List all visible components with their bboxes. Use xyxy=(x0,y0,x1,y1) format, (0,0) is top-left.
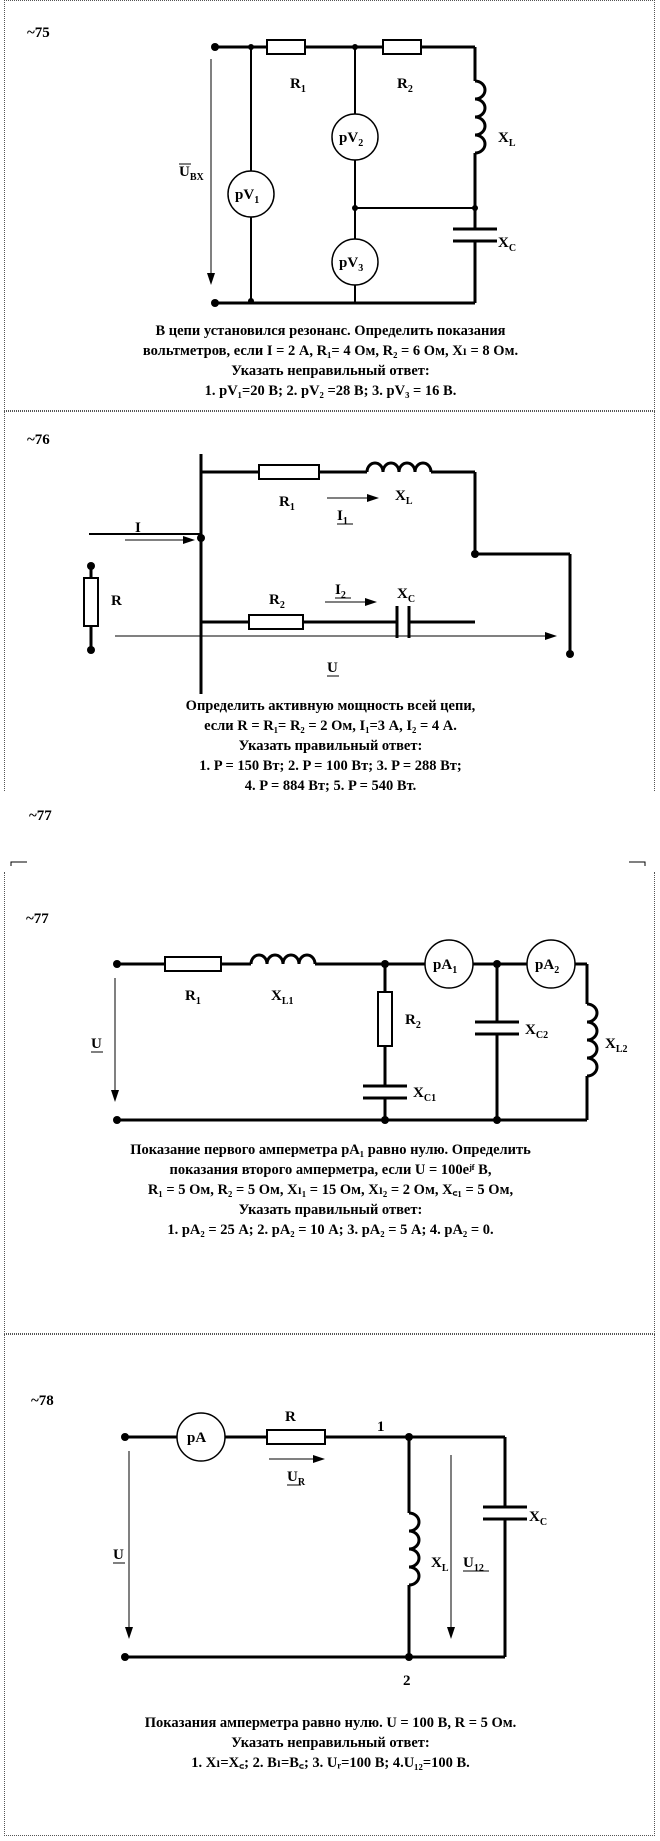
problem-number: ~75 xyxy=(27,25,50,41)
svg-text:XL: $X_L$ xyxy=(498,130,516,149)
svg-text:~77: ~77 xyxy=(29,808,52,824)
svg-text:UR: $U_R$ xyxy=(287,1469,306,1488)
svg-text:XC: $X_C$ xyxy=(529,1509,548,1528)
inductor-xl2 xyxy=(587,1004,597,1076)
svg-text:I: I xyxy=(135,520,141,536)
svg-text:UBX: $U_{BX}$ xyxy=(179,164,204,183)
svg-text:pV2: $pV_2$ xyxy=(339,130,364,149)
problem-77-panel xyxy=(4,808,655,1334)
svg-text:R1: $R_1$ xyxy=(279,494,295,513)
svg-text:I1: $I_1$ xyxy=(337,508,348,527)
svg-text:pA: pA xyxy=(187,1430,207,1446)
svg-text:U: U xyxy=(327,660,338,676)
svg-text:~76: ~76 xyxy=(27,432,50,448)
svg-text:2: 2 xyxy=(403,1673,411,1689)
svg-text:XC1: $X_{C1}$ xyxy=(413,1085,437,1104)
svg-text:1: 1 xyxy=(377,1419,385,1435)
circuit-77 xyxy=(5,808,656,1334)
svg-text:U: U xyxy=(91,1036,102,1052)
inductor-xl xyxy=(409,1513,419,1585)
svg-text:U: U xyxy=(113,1547,124,1563)
problem-76-panel xyxy=(4,411,655,794)
resistor-r1 xyxy=(267,40,305,54)
svg-text:~78: ~78 xyxy=(31,1393,54,1409)
svg-text:pV1: $pV_1$ xyxy=(235,187,260,206)
svg-text:XL1: $X_{L1}$ xyxy=(271,988,294,1007)
svg-text:R1: $R_1$ xyxy=(185,988,201,1007)
inductor-xl1 xyxy=(251,955,315,964)
svg-text:U12: $U_{12}$ xyxy=(463,1555,484,1574)
svg-text:XC: $X_C$ xyxy=(397,586,416,605)
svg-text:pV3: $pV_3$ xyxy=(339,255,364,274)
svg-text:R2: $R_2$ xyxy=(397,76,413,95)
svg-text:R: R xyxy=(111,593,122,609)
inductor-xl xyxy=(367,463,431,472)
svg-text:XL: $X_L$ xyxy=(395,488,413,507)
svg-text:I2: $I_2$ xyxy=(335,582,346,601)
resistor-r1 xyxy=(259,465,319,479)
svg-text:XL: $X_L$ xyxy=(431,1555,449,1574)
problem-75-panel xyxy=(4,0,655,411)
svg-text:R1: $R_1$ xyxy=(290,76,306,95)
resistor-r2 xyxy=(249,615,303,629)
svg-text:pA1: $pA_1$ xyxy=(433,957,458,976)
svg-text:XC2: $X_{C2}$ xyxy=(525,1022,549,1041)
resistor-r1 xyxy=(165,957,221,971)
svg-text:XL2: $X_{L2}$ xyxy=(605,1036,628,1055)
svg-text:R: R xyxy=(285,1409,296,1425)
problem-77-number: ~77 xyxy=(26,911,49,927)
resistor-r2 xyxy=(383,40,421,54)
svg-text:XC: $X_C$ xyxy=(498,235,517,254)
resistor-r xyxy=(267,1430,325,1444)
question-text-75: В цепи установился резонанс. Определить показания вольтметров, если I = 2 А, R₁= 4 Ом, R₂ = 6 Ом, Xₗ = 8 Ом. Указать неправильный ответ: 1. pV₁=20 В; 2. pV₂ =28 В; 3. pV₃ = 16 В. xyxy=(142,323,519,399)
resistor-r xyxy=(84,578,98,626)
resistor-r2 xyxy=(378,992,392,1046)
question-text-77: Показание первого амперметра pA₁ равно нулю. Определить показания второго амперметра, если U = 100eʲᶠ В, R₁ = 5 Ом, R₂ = 5 Ом, Xₗ₁ = 15 Ом, Xₗ₂ = 2 Ом, X꜀₁ = 5 Ом, Указать правильный ответ: 1. pA₂ = 25 А; 2. pA₂ = 10 А; 3. pA₂ = 5 А; 4. pA₂ = 0. xyxy=(130,1142,531,1238)
svg-text:R2: $R_2$ xyxy=(405,1012,421,1031)
svg-text:R2: $R_2$ xyxy=(269,592,285,611)
problem-78-panel xyxy=(4,1334,655,1836)
question-text-78: Показания амперметра равно нулю. U = 100 В, R = 5 Ом. Указать неправильный ответ: 1. Xₗ=X꜀; 2. Bₗ=B꜀; 3. Uᵣ=100 В; 4.U₁₂=100 В. xyxy=(144,1715,517,1771)
question-text-76: Определить активную мощность всей цепи, если R = R₁= R₂ = 2 Ом, I₁=3 А, I₂ = 4 А. Указать правильный ответ: 1. P = 150 Вт; 2. P = 100 Вт; 3. P = 288 Вт; 4. P = 884 Вт; 5. P = 540 Вт. xyxy=(185,698,476,794)
inductor-xl xyxy=(475,81,485,153)
svg-text:pA2: $pA_2$ xyxy=(535,957,560,976)
